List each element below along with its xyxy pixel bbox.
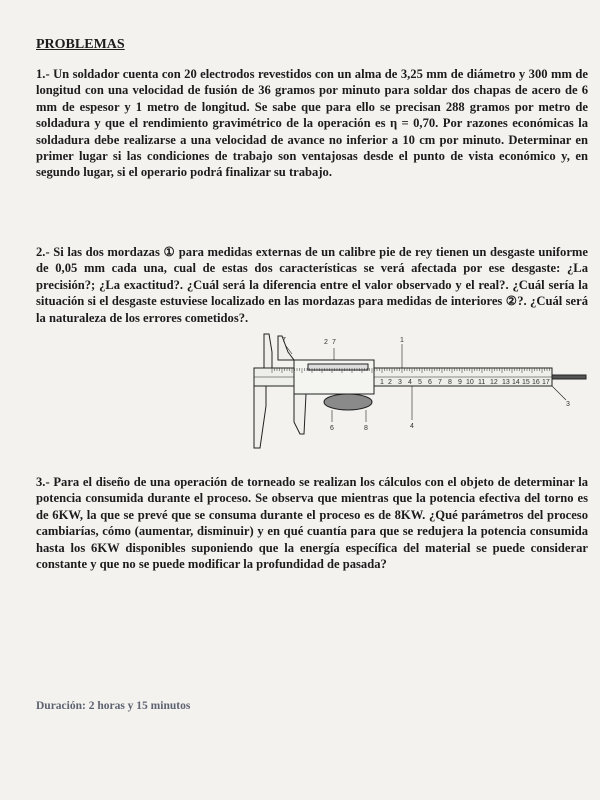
scale-number: 10 [466,379,474,386]
scale-number: 8 [448,379,452,386]
scale-number: 4 [408,379,412,386]
scale-number: 13 [502,379,510,386]
caliper-figure [236,330,588,450]
problem-1-text: 1.- Un soldador cuenta con 20 electrodos revestidos con un alma de 3,25 mm de diámetro y 300 mm de longitud con una velocidad de fusión de 36 gramos por minuto para soldar dos chapas de acero de 6 mm de espesor y 1 metro de longitud. Se sabe que para ello se precisan 288 gramos por metro de soldadura y que el rendimiento gravimétrico de la operación es η = 0,70. Por razones económicas la soldadura debe realizarse a una velocidad de avance no inferior a 10 cm por minuto. Determinar en primer lugar si las condiciones de trabajo son ventajosas desde el punto de vista económico y, en segundo lugar, si el operario podrá finalizar su trabajo. [36,67,588,180]
scale-number: 6 [428,379,432,386]
callout-label: 3 [566,401,570,408]
scale-number: 1 [380,379,384,386]
callout-label: 4 [410,423,414,430]
page-title: PROBLEMAS [36,37,125,52]
problem-3-text: 3.- Para el diseño de una operación de torneado se realizan los cálculos con el objeto de determinar la potencia consumida durante el proceso. Se observa que mientras que la potencia efectiva del torno es de 6KW, la que se prevé que se consuma durante el proceso es de 8KW. ¿Qué parámetros del proceso cambiarías, cómo (aumentar, disminuir) y en qué cuantía para que se redujera la potencia consumida hasta los 6KW disponibles suponiendo que la energía específica del material se puede considerar constante y que no se puede modificar la profundidad de pasada? [36,475,588,572]
scale-number: 2 [388,379,392,386]
scale-number: 7 [438,379,442,386]
callout-label: 7 [282,337,286,344]
scale-number: 3 [398,379,402,386]
scale-number: 14 [512,379,520,386]
problem-2-text: 2.- Si las dos mordazas ① para medidas externas de un calibre pie de rey tienen un desgaste uniforme de 0,05 mm cada una, cual de estas dos características se verá afectada por ese desgaste: ¿La precisión?; ¿La exactitud?. ¿Cuál será la diferencia entre el valor observado y el real?. ¿Cuál sería la situación si el desgaste estuviese localizado en las mordazas para medidas de interiores ②?. ¿Cuál será la naturaleza de los errores cometidos?. [36,245,588,325]
scale-number: 5 [418,379,422,386]
callout-label: 8 [364,425,368,432]
caliper-drawing [254,334,586,448]
scale-number: 11 [478,379,486,386]
callout-label: 7 [332,339,336,346]
duration-note: Duración: 2 horas y 15 minutos [36,700,191,712]
scale-number: 12 [490,379,498,386]
scale-number: 17 [542,379,550,386]
callout-label: 2 [324,339,328,346]
callout-label: 6 [330,425,334,432]
callout-label: 1 [400,337,404,344]
scale-number: 15 [522,379,530,386]
scale-number: 9 [458,379,462,386]
scale-number: 16 [532,379,540,386]
